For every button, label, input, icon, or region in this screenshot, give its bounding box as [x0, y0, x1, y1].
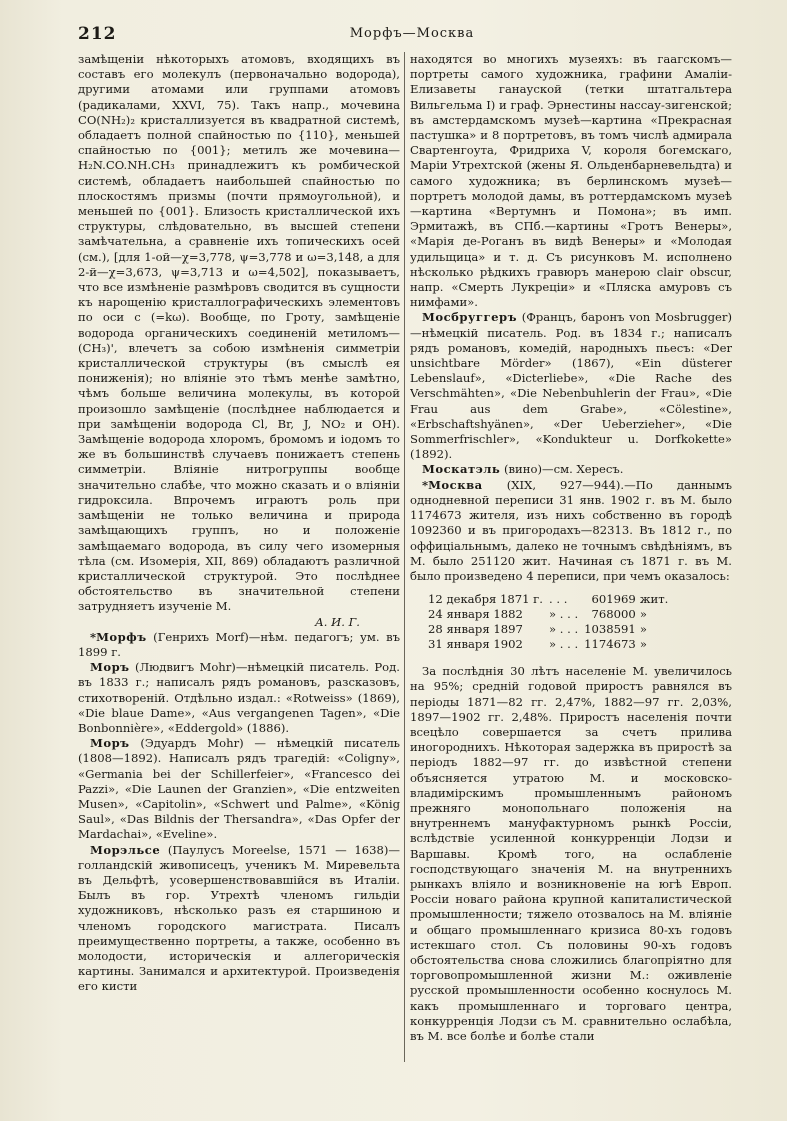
census-date: 24 января 1882 [428, 607, 523, 622]
census-date: 28 января 1897 [428, 622, 523, 637]
article-continuation: замѣщеніи нѣкоторыхъ атомовъ, входящихъ въ составъ его молекулъ (первоначально водорода), другими атомами или группами атомовъ (радикалами, XXVI, 75). Такъ напр., мочевина CO(NH₂)₂ кристаллизуется въ квадратной системѣ, обладаетъ полной спайностью по {110}, меньшей спайностью по {001}; метилъ же мочевина—H₂N.CO.NH.CH₃ принадлежитъ къ ромбической системѣ, обладаетъ наибольшей спайностью по плоскостямъ призмы (почти прямоугольной), и меньшей по {001}. Близость кристаллической ихъ структуры, слѣдовательно, въ высшей степени замѣчательна, а сравненіе ихъ топическихъ осей (см.), [для 1-ой—χ=3,778, ψ=3,778 и ω=3,148, а для 2-й—χ=3,673, ψ=3,713 и ω=4,502], показываетъ, что все измѣненіе размѣровъ сводится въ сущности къ нарощенію кристаллографическихъ элементовъ по оси c (=kω). Вообще, по Гроту, замѣщеніе водорода органическихъ соединеній метиломъ—(CH₃)', влечетъ за собою измѣненія симметріи кристаллической структуры (въ смыслѣ ея пониженія); но вліяніе это тѣмъ менѣе замѣтно, чѣмъ больше величина молекулы, въ которой произошло замѣщеніе (послѣднее наблюдается и при замѣщеніи водорода Cl, Br, J, NO₂ и OH). Замѣщеніе водорода хлоромъ, бромомъ и іодомъ то же въ большинствѣ случаевъ понижаетъ степень симметріи. Вліяніе нитрогруппы вообще значительно слабѣе, что можно сказать и о вліяніи гидроксила. Впрочемъ играютъ роль при замѣщеніи не только величина и природа замѣщающихъ группъ, но и положеніе замѣщаемаго водорода, въ силу чего изомерныя тѣла (см. Изомерія, XII, 869) обладаютъ различной кристаллической структурой. Это послѣднее обстоятельство въ значительной степени затрудняетъ изученіе М. [78, 52, 400, 614]
entry-headword: Морэльсе [90, 842, 161, 857]
left-column [78, 52, 400, 1102]
leader-dots: » . . . [548, 622, 579, 637]
new-entry-mark: * [90, 629, 97, 644]
entry-mohr-eduard [78, 736, 400, 842]
population-row [428, 592, 674, 607]
population-table [428, 592, 674, 652]
entry-text: (Паулусъ Moreelse, 1571 — 1638)—голландскій живописецъ, ученикъ М. Миревельта въ Дельфтѣ, усовершенствовавшійся въ Италіи. Былъ въ гор. Утрехтѣ членомъ гильдіи художниковъ, нѣсколько разъ ея старшиною и членомъ городского магистрата. Писалъ преимущественно портреты, а также, особенно въ молодости, историческія и аллегорическія картины. Занимался и архитектурой. Произведенія его кисти [78, 842, 400, 994]
population-value: 1038591 [584, 622, 636, 637]
population-value: 601969 [591, 592, 636, 607]
population-unit: » [639, 637, 647, 652]
population-row [428, 637, 674, 652]
entry-text: (Эдуардъ Mohr) — нѣмецкій писатель (1808—1892). Написалъ рядъ трагедій: «Coligny», «Germania bei der Schillerfeier», «Francesco dei Pazzi», «Die Launen der Granzien», «Die entzweiten Musen», «Capitolin», «Schwert und Palme», «König Saul», «Das Bildnis der Thersandra», «Das Opfer der Mardachai», «Eveline». [78, 736, 400, 842]
population-unit: » [639, 607, 647, 622]
right-column [410, 52, 732, 1102]
entry-headword: Москатэль [422, 462, 501, 477]
leader-dots: . . . [548, 592, 568, 607]
author-signature: А. И. Г. [315, 614, 360, 629]
entry-mosbrugger [410, 310, 732, 462]
entry-headword: Моръ [90, 736, 130, 751]
population-unit: жит. [639, 592, 669, 607]
entry-moskva [410, 478, 732, 584]
entry-morf [78, 630, 400, 660]
entry-text: (XIX, 927—944).—По даннымъ однодневной переписи 31 янв. 1902 г. въ М. было 1174673 жителя, изъ нихъ собственно въ городѣ 1092360 и въ пригородахъ—82313. Въ 1812 г., по оффиціальнымъ, далеко не точнымъ свѣдѣніямъ, въ М. было 251120 жит. Начиная съ 1871 г. въ М. было произведено 4 переписи, при чемъ оказалось: [410, 477, 732, 583]
population-row [428, 622, 674, 637]
population-value: 1174673 [584, 637, 636, 652]
census-date: 12 декабря 1871 г. [428, 592, 543, 607]
entry-text: (вино)—см. Хересъ. [500, 462, 624, 477]
entry-text: (Генрихъ Morf)—нѣм. педагогъ; ум. въ 1899 г. [78, 629, 400, 659]
entry-moskatel [410, 462, 732, 477]
running-head: Морфъ—Москва [349, 26, 475, 41]
column-divider [404, 52, 405, 1062]
population-unit: » [639, 622, 647, 637]
article-continuation: находятся во многихъ музеяхъ: въ гаагскомъ—портреты самого художника, графини Амаліи-Елизаветы ганауской (тетки штатгальтера Вильгельма I) и граф. Эрнестины нассау-зигенской; въ амстердамскомъ музеѣ—картина «Прекрасная пастушка» и 8 портретовъ, въ томъ числѣ адмирала Свартенгоута, Фридриха V, короля богемскаго, Маріи Утрехтской (жены Я. Ольденбарневельдта) и самого художника; въ берлинскомъ музеѣ—портретъ молодой дамы, въ роттердамскомъ музеѣ—картина «Вертумнъ и Помона»; въ имп. Эрмитажѣ, въ СПб.—картины «Гротъ Венеры», «Марія де-Роганъ въ видѣ Венеры» и «Молодая удильщица» и т. д. Съ рисунковъ М. исполнено нѣсколько рѣдкихъ гравюръ манерою clair obscur, напр. «Смерть Лукреціи» и «Пляска амуровъ съ нимфами». [410, 52, 732, 310]
leader-dots: » . . . [548, 637, 579, 652]
entry-moreelse [78, 843, 400, 995]
new-entry-mark: * [422, 477, 429, 492]
leader-dots: » . . . [548, 607, 579, 622]
population-row [428, 607, 674, 622]
entry-headword: Моръ [90, 660, 130, 675]
page-number: 212 [78, 24, 117, 44]
census-date: 31 января 1902 [428, 637, 523, 652]
population-paragraph: За послѣднія 30 лѣтъ населеніе М. увеличилось на 95%; средній годовой приростъ равнялся въ періоды 1871—82 гг. 2,47%, 1882—97 гг. 2,03%, 1897—1902 гг. 2,48%. Приростъ населенія почти всецѣло совершается за счетъ прилива иногороднихъ. Нѣкоторая задержка въ приростѣ за періодъ 1882—97 гг. до извѣстной степени объясняется утратою М. и московско-владимірскимъ промышленнымъ райономъ прежняго монопольнаго положенія на внутреннемъ мануфактурномъ рынкѣ Россіи, вслѣдствіе усиленной конкурренціи Лодзи и Варшавы. Кромѣ того, на ослабленіе господствующаго значенія М. на внутреннихъ рынкахъ вліяло и возникновеніе на югѣ Европ. Россіи новаго района крупной капиталистической промышленности; тяжело отозвалось на М. вліяніе и общаго промышленнаго кризиса 80-хъ годовъ истекшаго стол. Съ половины 90-хъ годовъ обстоятельства снова сложились благопріятно для торговопромышленной жизни М.: оживленіе русской промышленности особенно коснулось М. какъ промышленнаго и торговаго центра, конкурренція Лодзи съ М. сравнительно ослабѣла, въ М. все болѣе и болѣе стали [410, 664, 732, 1043]
entry-mohr-ludwig [78, 660, 400, 736]
entry-headword: Москва [428, 477, 483, 492]
entry-headword: Морфъ [96, 629, 147, 644]
entry-text: (Францъ, баронъ von Mosbrugger)—нѣмецкій писатель. Род. въ 1834 г.; написалъ рядъ романовъ, комедій, народныхъ пьесъ: «Der unsichtbare Mörder» (1867), «Ein düsterer Lebenslauf», «Dicterliebe», «Die Rache des Verschmähten», «Die Nebenbuhlerin der Frau», «Die Frau aus dem Grabe», «Cölestine», «Erbschaftshyänen», «Der Ueberzieher», «Die Sommerfrischler», «Kondukteur u. Dorfkokette» (1892). [410, 310, 732, 462]
population-value: 768000 [591, 607, 636, 622]
page-header [78, 24, 746, 48]
entry-headword: Мосбруггеръ [422, 310, 517, 325]
entry-text: (Людвигъ Mohr)—нѣмецкій писатель. Род. въ 1833 г.; написалъ рядъ романовъ, разсказовъ, стихотвореній. Отдѣльно издал.: «Rotweiss» (1869), «Die blaue Dame», «Aus vergangenen Tagen», «Die Bonbonnière», «Eddergold» (1886). [78, 660, 400, 735]
